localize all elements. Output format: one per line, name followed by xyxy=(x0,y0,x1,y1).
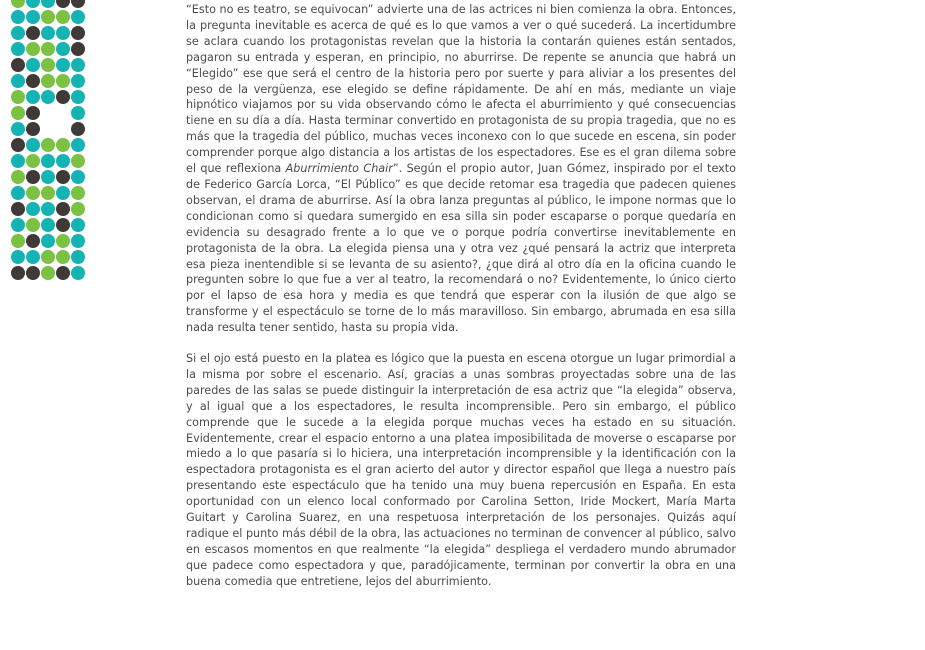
decorative-dot xyxy=(11,74,25,88)
decorative-dot xyxy=(71,106,85,120)
article-body xyxy=(186,2,736,605)
decorative-dot xyxy=(41,250,55,264)
decorative-dot xyxy=(71,42,85,56)
decorative-dot xyxy=(56,74,70,88)
decorative-dot xyxy=(56,90,70,104)
decorative-dot xyxy=(11,10,25,24)
decorative-dot xyxy=(71,250,85,264)
decorative-dot xyxy=(11,250,25,264)
decorative-dot xyxy=(41,0,55,8)
decorative-dot xyxy=(56,186,70,200)
decorative-dot xyxy=(41,154,55,168)
decorative-dot xyxy=(26,10,40,24)
decorative-dot xyxy=(11,218,25,232)
decorative-dot xyxy=(71,58,85,72)
decorative-dot xyxy=(26,42,40,56)
decorative-dot xyxy=(41,234,55,248)
decorative-dot xyxy=(71,122,85,136)
decorative-dot xyxy=(41,202,55,216)
decorative-dot xyxy=(41,58,55,72)
decorative-dot xyxy=(71,26,85,40)
decorative-dot xyxy=(56,170,70,184)
decorative-dot xyxy=(11,26,25,40)
decorative-dot xyxy=(26,26,40,40)
decorative-dot xyxy=(41,138,55,152)
play-title: Aburrimiento Chair xyxy=(285,162,393,176)
decorative-dot xyxy=(71,218,85,232)
decorative-dot xyxy=(26,170,40,184)
decorative-dot xyxy=(26,186,40,200)
decorative-dot xyxy=(11,154,25,168)
decorative-dot xyxy=(41,74,55,88)
decorative-dot xyxy=(41,42,55,56)
paragraph-1-text-b: ”. Según el propio autor, Juan Gómez, inspirado por el texto de Federico García Lorca, “El Público” es que decide retomar esa tragedia que padecen quienes observan, el drama de aburrirse. Así la obra lanza preguntas al público, le impone normas que lo condicionan como si quedara sumergido en esa silla sin poder escaparse o porque quedaría en evidencia su desagrado frente a lo que ve o porque podría convertirse inevitablemente en protagonista de la obra. La elegida piensa una y otra vez ¿qué pensará la actriz que interpreta esa pieza inentendible si se levanta de su asiento?, ¿que dirá al otro día en la oficina cuando le pregunten sobre lo que fue a ver al teatro, la recomendará o no? Evidentemente, lo único cierto por el lapso de esa hora y media es que tendrá que esperar con la ilusión de que algo se transforme y el espectáculo se torne de lo más maravilloso. Sin embargo, abrumada en esa silla nada resulta tener sentido, hasta su propia vida. xyxy=(186,162,736,335)
decorative-dot xyxy=(41,10,55,24)
decorative-dot xyxy=(26,138,40,152)
decorative-dot xyxy=(56,0,70,8)
decorative-dot-pattern xyxy=(11,0,87,284)
decorative-dot xyxy=(41,266,55,280)
decorative-dot xyxy=(11,0,25,8)
article-paragraph-2: Si el ojo está puesto en la platea es lógico que la puesta en escena otorgue un lugar primordial a la misma por sobre el escenario. Así, gracias a unas sombras proyectadas sobre una de las paredes de las salas se puede distinguir la interpretación de esa actriz que “la elegida” observa, y al igual que a los espectadores, le resulta incomprensible. Pero sin embargo, el público comprende que le sucede a la elegida porque muchas veces ha estado en su situación. Evidentemente, crear el espacio entorno a una platea imposibilitada de moverse o escaparse por miedo a lo que pasaría si lo hiciera, una interpretación incomprensible y la identificación con la espectadora protagonista es el gran acierto del autor y director español que llega a nuestro país presentando este espectáculo que ha tenido una muy buena repercusión en España. En esta oportunidad con un elenco local conformado por Carolina Setton, Iride Mockert, María Marta Guitart y Carolina Suarez, en una respetuosa interpretación de los personajes. Quizás aquí radique el punto más débil de la obra, las actuaciones no terminan de convencer al público, salvo en escasos momentos en que realmente “la elegida” despliega el verdadero mundo abrumador que padece como espectadora y que, paradójicamente, terminan por convertir la obra en una buena comedia que entretiene, lejos del aburrimiento. xyxy=(186,352,736,588)
decorative-dot xyxy=(71,266,85,280)
decorative-dot xyxy=(26,250,40,264)
decorative-dot xyxy=(56,138,70,152)
decorative-dot xyxy=(56,154,70,168)
decorative-dot xyxy=(11,186,25,200)
decorative-dot xyxy=(56,106,70,120)
decorative-dot xyxy=(41,106,55,120)
decorative-dot xyxy=(41,218,55,232)
decorative-dot xyxy=(11,202,25,216)
decorative-dot xyxy=(26,154,40,168)
decorative-dot xyxy=(11,122,25,136)
decorative-dot xyxy=(41,170,55,184)
decorative-dot xyxy=(26,122,40,136)
decorative-dot xyxy=(56,202,70,216)
decorative-dot xyxy=(26,90,40,104)
decorative-dot xyxy=(26,218,40,232)
decorative-dot xyxy=(11,138,25,152)
decorative-dot xyxy=(41,122,55,136)
decorative-dot xyxy=(11,90,25,104)
decorative-dot xyxy=(71,10,85,24)
decorative-dot xyxy=(26,0,40,8)
decorative-dot xyxy=(56,10,70,24)
decorative-dot xyxy=(11,106,25,120)
decorative-dot xyxy=(56,122,70,136)
decorative-dot xyxy=(11,58,25,72)
decorative-dot xyxy=(11,42,25,56)
decorative-dot xyxy=(26,106,40,120)
decorative-dot xyxy=(26,266,40,280)
decorative-dot xyxy=(71,234,85,248)
decorative-dot xyxy=(56,26,70,40)
decorative-dot xyxy=(26,202,40,216)
decorative-dot xyxy=(56,234,70,248)
decorative-dot xyxy=(26,74,40,88)
decorative-dot xyxy=(56,42,70,56)
decorative-dot xyxy=(56,250,70,264)
decorative-dot xyxy=(56,266,70,280)
decorative-dot xyxy=(71,0,85,8)
decorative-dot xyxy=(41,90,55,104)
decorative-dot xyxy=(41,186,55,200)
decorative-dot xyxy=(11,234,25,248)
decorative-dot xyxy=(71,202,85,216)
decorative-dot xyxy=(71,74,85,88)
paragraph-1-text-a: “Esto no es teatro, se equivocan” advierte una de las actrices ni bien comienza la obra. Entonces, la pregunta inevitable es acerca de qué es lo que vamos a ver o qué sucederá. La incertidumbre se aclara cuando los protagonistas revelan que la historia la contarán quienes están sentados, pagaron su entrada y esperan, en principio, no aburrirse. De repente se anuncia que habrá un “Elegido” ese que será el centro de la historia pero por suerte y para aliviar a los presentes del peso de la vergüenza, ese elegido se define rápidamente. De ahí en más, mediante un viaje hipnótico viajamos por su vida observando cómo le afecta el aburrimiento y qué consecuencias tiene en su día a día. Hasta terminar convertido en protagonista de su propia tragedia, que no es más que la tragedia del público, muchas veces inconexo con lo que sucede en escena, sin poder comprender porque algo distancia a los artistas de los espectadores. Ese es el gran dilema sobre el que reflexiona xyxy=(186,3,736,176)
decorative-dot xyxy=(11,266,25,280)
decorative-dot xyxy=(56,218,70,232)
decorative-dot xyxy=(71,154,85,168)
decorative-dot xyxy=(26,234,40,248)
article-paragraph-1 xyxy=(186,2,736,336)
decorative-dot xyxy=(11,170,25,184)
decorative-dot xyxy=(71,90,85,104)
decorative-dot xyxy=(26,58,40,72)
decorative-dot xyxy=(56,58,70,72)
decorative-dot xyxy=(71,138,85,152)
decorative-dot xyxy=(71,170,85,184)
decorative-dot xyxy=(71,186,85,200)
decorative-dot xyxy=(41,26,55,40)
